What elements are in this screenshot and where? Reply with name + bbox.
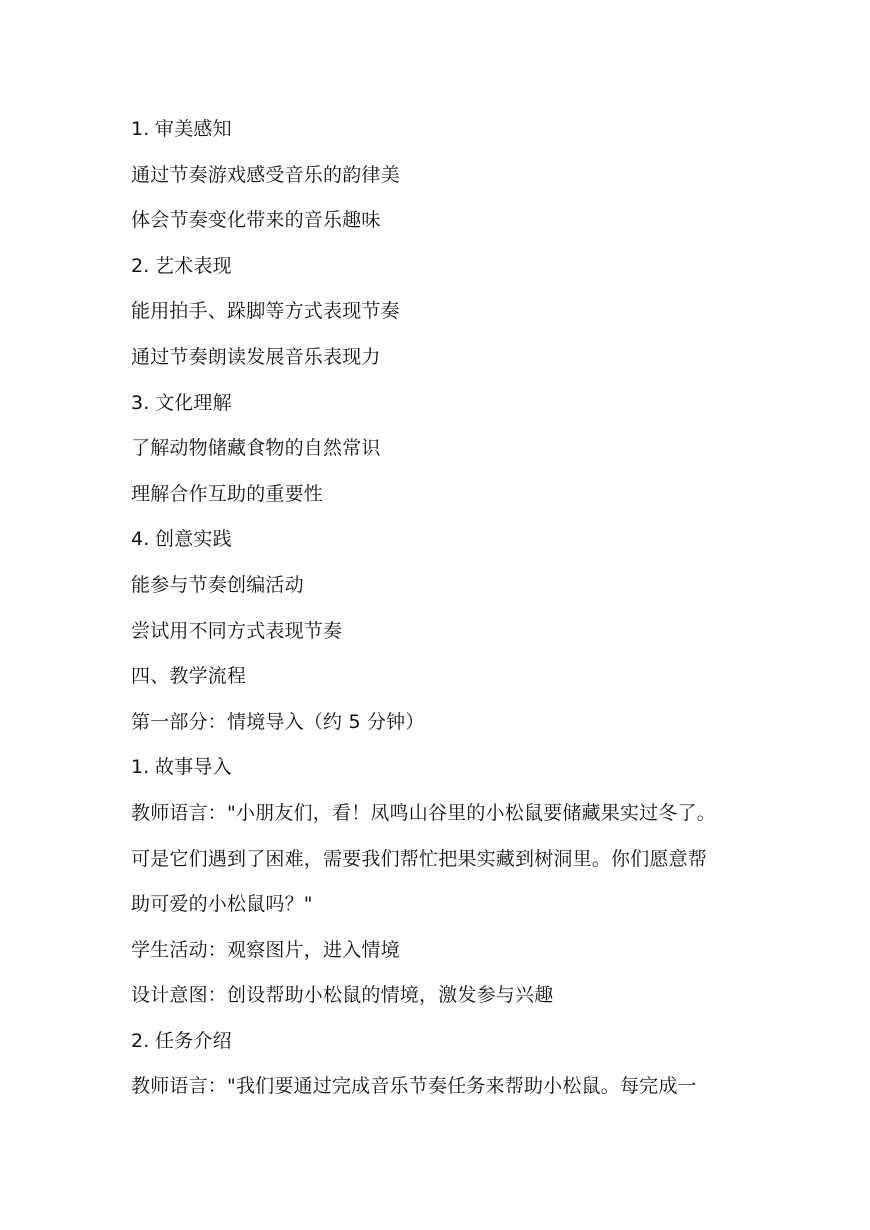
text-line	[131, 795, 751, 841]
numbered-heading	[131, 248, 751, 294]
line-text: 审美感知	[155, 118, 232, 140]
line-text: 能参与节奏创编活动	[131, 573, 304, 596]
line-text: 创意实践	[155, 528, 232, 551]
line-text: 四、教学流程	[131, 665, 247, 688]
section-heading	[131, 658, 751, 704]
text-line	[131, 157, 751, 203]
list-number: 2.	[131, 254, 150, 277]
text-line	[131, 293, 751, 339]
text-line	[131, 339, 751, 385]
line-text: 可是它们遇到了困难，需要我们帮忙把果实藏到树洞里。你们愿意帮	[131, 847, 708, 870]
line-text: 助可爱的小松鼠吗？"	[131, 893, 313, 916]
line-text: 通过节奏游戏感受音乐的韵律美	[131, 163, 400, 186]
list-number: 4.	[131, 528, 150, 551]
line-text: 任务介绍	[155, 1029, 232, 1052]
list-number: 2.	[131, 1029, 150, 1052]
line-text: 教师语言："我们要通过完成音乐节奏任务来帮助小松鼠。每完成一	[131, 1075, 697, 1098]
line-text: 第一部分：情境导入（约 5 分钟）	[131, 710, 425, 733]
line-text: 学生活动：观察图片，进入情境	[131, 938, 400, 961]
line-text: 理解合作互助的重要性	[131, 482, 324, 505]
text-line	[131, 476, 751, 522]
list-number: 3.	[131, 391, 150, 414]
text-line	[131, 1068, 751, 1114]
line-text: 通过节奏朗读发展音乐表现力	[131, 345, 381, 368]
numbered-heading	[131, 749, 751, 795]
line-text: 能用拍手、跺脚等方式表现节奏	[131, 300, 400, 323]
text-line	[131, 932, 751, 978]
line-text: 了解动物储藏食物的自然常识	[131, 437, 381, 460]
line-text: 艺术表现	[155, 254, 232, 277]
list-number: 1.	[131, 756, 150, 779]
text-line	[131, 613, 751, 659]
text-line	[131, 886, 751, 932]
line-text: 尝试用不同方式表现节奏	[131, 619, 343, 642]
numbered-heading	[131, 111, 751, 157]
line-text: 文化理解	[155, 391, 232, 414]
list-number: 1.	[131, 118, 150, 140]
text-line	[131, 202, 751, 248]
subsection-heading	[131, 704, 751, 750]
line-text: 教师语言："小朋友们，看！凤鸣山谷里的小松鼠要储藏果实过冬了。	[131, 801, 716, 824]
numbered-heading	[131, 521, 751, 567]
text-line	[131, 841, 751, 887]
numbered-heading	[131, 385, 751, 431]
line-text: 设计意图：创设帮助小松鼠的情境，激发参与兴趣	[131, 984, 554, 1007]
line-text: 体会节奏变化带来的音乐趣味	[131, 209, 381, 232]
text-line	[131, 567, 751, 613]
line-text: 故事导入	[155, 756, 232, 779]
document-body	[131, 111, 751, 1114]
text-line	[131, 430, 751, 476]
numbered-heading	[131, 1023, 751, 1069]
text-line	[131, 977, 751, 1023]
